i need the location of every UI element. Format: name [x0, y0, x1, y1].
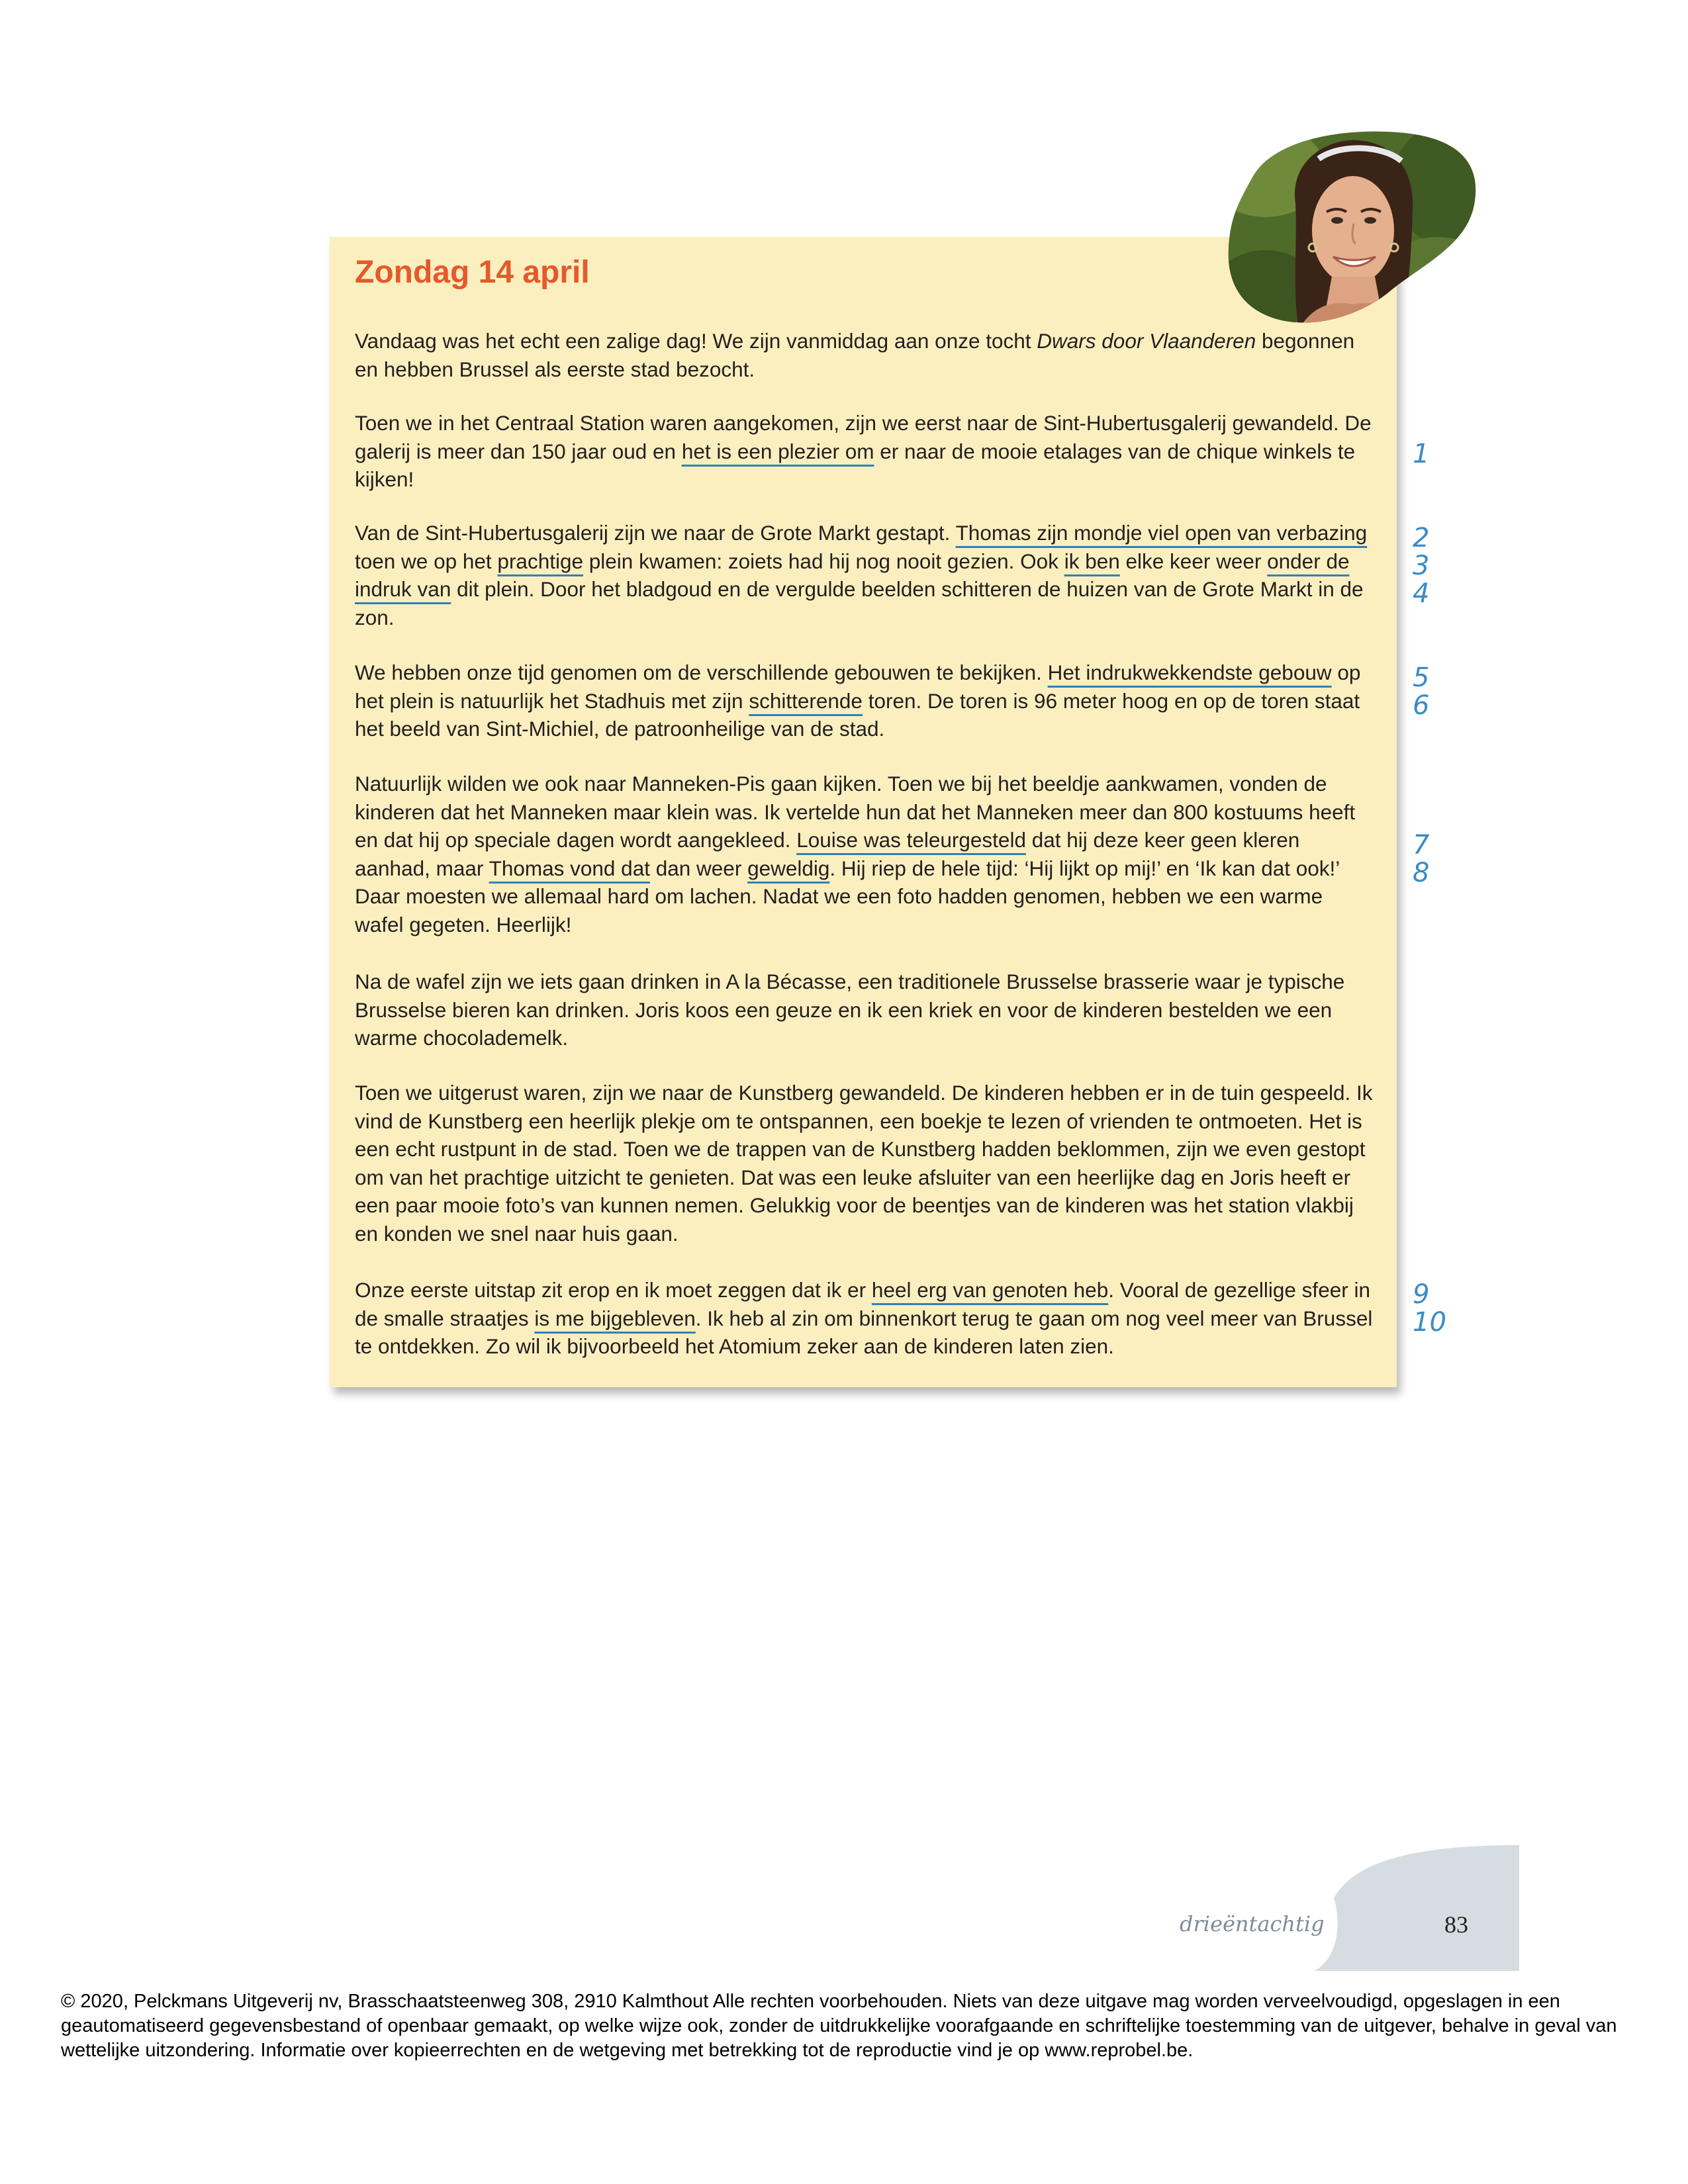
margin-number-3: 3: [1413, 551, 1430, 581]
margin-number-6: 6: [1413, 690, 1430, 721]
underlined-phrase: heel erg van genoten heb: [871, 1278, 1109, 1302]
margin-number-8: 8: [1413, 858, 1430, 888]
underlined-phrase: Het indrukwekkendste gebouw: [1047, 660, 1332, 684]
body-text: op het plein is natuurlijk het Stadhuis met zijn: [355, 660, 1361, 713]
body-text: Natuurlijk wilden we ook naar Manneken-Pis gaan kijken. Toen we bij het beeldje aankwamen, vonden de kinderen dat het Manneken maar klein was. Ik vertelde hun dat het Manneken meer dan 800 kostuums heeft en dat hij op speciale dagen wordt aangekleed.: [355, 772, 1356, 852]
body-text: begonnen en hebben Brussel als eerste stad bezocht.: [355, 329, 1355, 381]
page-tab-graphic: [1314, 1845, 1519, 1971]
underlined-phrase: geweldig: [747, 856, 830, 880]
body-text: toen we op het: [355, 549, 498, 573]
body-text: er naar de mooie etalages van de chique winkels te kijken!: [355, 439, 1356, 491]
body-text: elke keer weer: [1119, 549, 1268, 573]
paragraph-7: [355, 1079, 1374, 1248]
margin-number-2: 2: [1413, 523, 1430, 553]
body-text: Van de Sint-Hubertusgalerij zijn we naar de Grote Markt gestapt.: [355, 521, 956, 545]
underlined-phrase: prachtige: [497, 549, 584, 573]
body-text: Vandaag was het echt een zalige dag! We zijn vanmiddag aan onze tocht: [355, 329, 1037, 353]
underlined-phrase: onder de indruk van: [355, 549, 1350, 601]
page-number: 83: [1444, 1911, 1468, 1938]
portrait-photo: [1226, 131, 1476, 327]
paragraph-8: [355, 1276, 1374, 1361]
margin-number-4: 4: [1413, 578, 1430, 609]
body-text: toren. De toren is 96 meter hoog en op de toren staat het beeld van Sint-Michiel, de patroonheilige van de stad.: [355, 688, 1360, 741]
body-text: Na de wafel zijn we iets gaan drinken in A la Bécasse, een traditionele Brusselse brasserie waar je typische Brusselse bieren kan drinken. Joris koos een geuze en ik een kriek en voor de kinderen bestelden we een warme chocolademelk.: [355, 970, 1345, 1050]
margin-number-9: 9: [1413, 1279, 1430, 1310]
underlined-phrase: Thomas vond dat: [489, 856, 650, 880]
body-text: . Ik heb al zin om binnenkort terug te gaan om nog veel meer van Brussel te ontdekken. Zo wil ik bijvoorbeeld het Atomium zeker aan de kinderen laten zien.: [355, 1306, 1373, 1358]
underlined-phrase: ik ben: [1064, 549, 1120, 573]
paragraph-2: [355, 409, 1374, 494]
body-text: dan weer: [649, 856, 748, 880]
underlined-phrase: het is een plezier om: [681, 439, 874, 463]
margin-number-5: 5: [1413, 662, 1430, 693]
body-text: Toen we uitgerust waren, zijn we naar de Kunstberg gewandeld. De kinderen hebben er in de tuin gespeeld. Ik vind de Kunstberg een heerlijk plekje om te ontspannen, een boekje te lezen of vrienden te ontmoeten. Het is een echt rustpunt in de stad. Toen we de trappen van de Kunstberg hadden beklommen, zijn we even gestopt om van het prachtige uitzicht te genieten. Dat was een leuke afsluiter van een heerlijke dag en Joris heeft er een paar mooie foto’s van kunnen nemen. Gelukkig voor de beentjes van de kinderen was het station vlakbij en konden we snel naar huis gaan.: [355, 1081, 1373, 1246]
underlined-phrase: Louise was teleurgesteld: [796, 828, 1026, 852]
page-tab-shape: [1314, 1845, 1519, 1971]
page-number-words: drieëntachtig: [1180, 1911, 1325, 1936]
diary-title: Zondag 14 april: [355, 255, 590, 290]
underlined-phrase: Thomas zijn mondje viel open van verbazing: [955, 521, 1368, 545]
italic-title-text: Dwars door Vlaanderen: [1037, 329, 1256, 353]
margin-number-7: 7: [1413, 830, 1430, 860]
body-text: plein kwamen: zoiets had hij nog nooit gezien. Ook: [583, 549, 1064, 573]
paragraph-4: [355, 659, 1374, 743]
paragraph-1: [355, 327, 1374, 383]
body-text: Toen we in het Centraal Station waren aangekomen, zijn we eerst naar de Sint-Hubertusgalerij gewandeld. De galerij is meer dan 150 jaar oud en: [355, 411, 1372, 463]
underlined-phrase: is me bijgebleven: [534, 1306, 696, 1330]
paragraph-6: [355, 968, 1374, 1052]
body-text: . Hij riep de hele tijd: ‘Hij lijkt op mij!’ en ‘Ik kan dat ook!’ Daar moesten we allemaal hard om lachen. Nadat we een foto hadden genomen, hebben we een warme wafel gegeten. Heerlijk!: [355, 856, 1340, 936]
body-text: Onze eerste uitstap zit erop en ik moet zeggen dat ik er: [355, 1278, 872, 1302]
paragraph-5: [355, 770, 1374, 938]
paragraph-3: [355, 519, 1374, 631]
body-text: . Vooral de gezellige sfeer in de smalle straatjes: [355, 1278, 1370, 1330]
body-text: dat hij deze keer geen kleren aanhad, maar: [355, 828, 1300, 880]
copyright-notice: © 2020, Pelckmans Uitgeverij nv, Brasschaatsteenweg 308, 2910 Kalmthout Alle rechten voorbehouden. Niets van deze uitgave mag worden verveelvoudigd, opgeslagen in een geautomatiseerd gegevensbestand of openbaar gemaakt, op welke wijze ook, zonder de uitdrukkelijke voorafgaande en schriftelijke toestemming van de uitgever, behalve in geval van wettelijke uitzondering. Informatie over kopieerrechten en de wetgeving met betrekking tot de reproductie vind je op www.reprobel.be.: [61, 1991, 1617, 2061]
margin-number-1: 1: [1413, 439, 1430, 469]
margin-number-10: 10: [1413, 1307, 1446, 1338]
portrait-image: [1226, 131, 1476, 327]
underlined-phrase: schitterende: [749, 688, 863, 713]
body-text: dit plein. Door het bladgoud en de vergulde beelden schitteren de huizen van de Grote Markt in de zon.: [355, 577, 1364, 629]
body-text: We hebben onze tijd genomen om de verschillende gebouwen te bekijken.: [355, 660, 1048, 684]
